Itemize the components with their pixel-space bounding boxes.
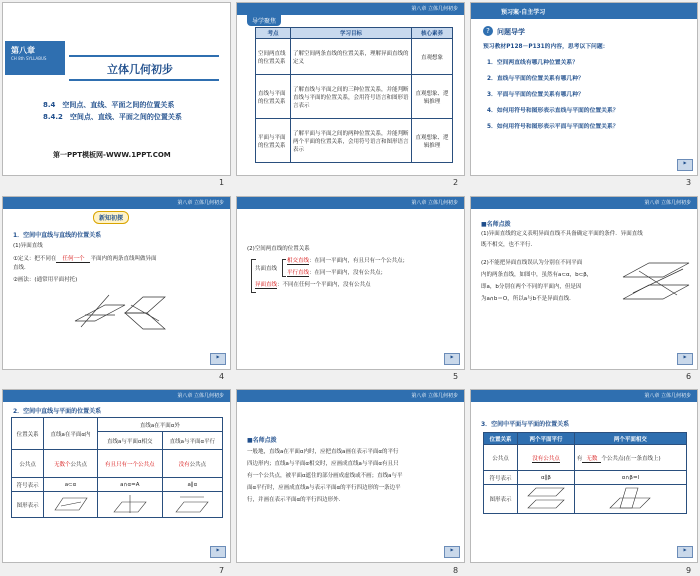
chapter-en: CH 8th SYLLABUS	[11, 56, 47, 61]
slide-header	[237, 390, 464, 402]
cell	[162, 450, 222, 478]
tip-line-3: 有一个公共点，被平面α遮住的部分画成虚线或不画；直线a与平	[247, 473, 403, 479]
tip-line-3: (2)不能把异面直线误认为分别在不同平面	[481, 260, 583, 266]
tip-line-2: 四边形内；直线a与平面α相交时，应画成直线a与平面α有且只	[247, 461, 399, 467]
skew-row	[255, 281, 371, 290]
cell: 直线a与平面α相交	[97, 432, 162, 450]
th-mubiao: 学习目标	[291, 28, 412, 39]
slide-6[interactable]	[470, 196, 698, 370]
chapter-label: 第八章	[11, 46, 35, 55]
section-badge: 新知初探	[93, 211, 129, 224]
nav-button[interactable]: ▶	[677, 546, 693, 558]
table-row	[256, 75, 453, 119]
parallel-answer: 平行直线	[287, 270, 310, 276]
cell: α∥β	[518, 471, 575, 485]
cell: 空间两直线的位置关系	[256, 39, 291, 75]
cell: 图形表示	[484, 485, 518, 514]
cell	[574, 445, 686, 471]
cell: 直线与平面的位置关系	[256, 75, 291, 119]
intersecting-row	[287, 257, 408, 266]
cell-prefix: 有	[576, 455, 583, 462]
tip-line-1: (1)异面直线的定义表明异面直线不具备确定平面的条件．异面直线	[481, 231, 643, 237]
slide-header	[237, 3, 464, 15]
brace-inner	[282, 259, 286, 277]
slide-3[interactable]	[470, 2, 698, 176]
cell	[518, 445, 575, 471]
section-badge: 预习案·自主学习	[501, 9, 546, 16]
parallel-planes-figure	[526, 486, 566, 510]
header-tab: 第八章 立体几何初步	[411, 200, 458, 206]
slide-1[interactable]	[2, 2, 231, 176]
cell-suffix: 个公共点(在一条直线上)	[601, 455, 661, 462]
cell	[574, 485, 686, 514]
cell: 了解平面与平面之间的两种位置关系，并能判断两个平面的位置关系，会用符号语言和图形语言表示	[291, 119, 412, 163]
slide-header	[471, 390, 697, 402]
slide-title: 立体几何初步	[107, 63, 173, 76]
tip-line-2: 既不相交，也不平行．	[481, 242, 537, 248]
planes-diagram	[619, 257, 693, 305]
slide-2[interactable]	[236, 2, 465, 176]
skew-def: ：不同在任何一个平面内，没有公共点	[277, 282, 371, 288]
th-suyang: 核心素养	[412, 28, 453, 39]
question-4: 4．如何用符号和图形表示直线与平面的位置关系？	[487, 108, 619, 114]
cell: α∩β=l	[574, 471, 686, 485]
header-tab: 第八章 立体几何初步	[177, 393, 224, 399]
nav-button[interactable]: ▶	[677, 353, 693, 365]
header-tab: 第八章 立体几何初步	[644, 393, 691, 399]
blank-answer: 无数	[582, 456, 601, 463]
slide-number-3: 3	[686, 178, 692, 187]
cell: 直观想象、逻辑推理	[412, 119, 453, 163]
table-row	[256, 39, 453, 75]
nav-button[interactable]: ▶	[210, 546, 226, 558]
slide-number-7: 7	[219, 566, 225, 575]
definition-line	[13, 255, 156, 264]
slide-header	[237, 197, 464, 209]
cell: 直线a在平面α内	[44, 418, 98, 450]
header-tab: 第八章 立体几何初步	[411, 6, 458, 12]
cell	[97, 492, 162, 518]
slide-number-4: 4	[219, 372, 225, 381]
th-kaodian: 考点	[256, 28, 291, 39]
cell: 了解空间两条直线的位置关系，理解异面直线的定义	[291, 39, 412, 75]
skew-lines-diagram	[65, 291, 175, 333]
cell: 公共点	[12, 450, 44, 478]
line-4: ②画法：(通常用平面衬托)	[13, 277, 78, 283]
plane-plane-table	[483, 432, 687, 514]
line-3: 直线．	[13, 265, 30, 271]
cell: 两个平面平行	[518, 433, 575, 445]
section-heading: 3．空间中平面与平面的位置关系	[481, 421, 570, 428]
cell	[162, 492, 222, 518]
cell: 直观想象、逻辑推理	[412, 75, 453, 119]
parallel-def: ：在同一平面内，没有公共点；	[309, 270, 387, 276]
subtitle-1: 8.4 空间点、直线、平面之间的位置关系	[43, 101, 175, 109]
line-in-plane-figure	[53, 496, 89, 512]
intro-text: 预习教材P128－P131的内容，思考以下问题：	[483, 44, 609, 50]
slide-header	[3, 197, 230, 209]
slide-number-8: 8	[453, 566, 459, 575]
tip-line-4: 内的两条直线，如图中，虽然有a⊂α，b⊂β，	[481, 272, 593, 278]
tip-heading: ■名师点拨	[247, 437, 277, 444]
chapter-ribbon	[5, 41, 65, 75]
slide-number-9: 9	[686, 566, 692, 575]
coplanar-label: 共面直线	[255, 266, 278, 272]
question-1: 1．空间两直线有哪几种位置关系？	[487, 60, 578, 66]
cell: 直线a在平面α外	[97, 418, 222, 432]
table-row	[256, 119, 453, 163]
nav-button[interactable]: ▶	[444, 546, 460, 558]
question-icon: ?	[483, 26, 493, 36]
blank-answer: 无数个	[53, 461, 71, 468]
cell: 图形表示	[12, 492, 44, 518]
slide-number-2: 2	[453, 178, 459, 187]
tip-line-6: 为a∩b＝O，所以a与b不是异面直线．	[481, 296, 575, 302]
cell: 位置关系	[484, 433, 518, 445]
cell: 符号表示	[484, 471, 518, 485]
cell: 直线a与平面α平行	[162, 432, 222, 450]
question-5: 5．如何用符号和图形表示平面与平面的位置关系？	[487, 124, 619, 130]
cell	[44, 450, 98, 478]
tip-line-4: 面α平行时，应画成直线a与表示平面α的平行四边形的一条边平	[247, 485, 401, 491]
cell: 直观想象	[412, 39, 453, 75]
question-3: 3．平面与平面的位置关系有哪几种？	[487, 92, 584, 98]
cell: 公共点	[484, 445, 518, 471]
nav-button[interactable]: ▶	[444, 353, 460, 365]
tip-line-5: 行，并画在表示平面α的平行四边形外．	[247, 497, 345, 503]
line-parallel-figure	[174, 494, 210, 514]
intersecting-answer: 相交直线	[287, 258, 310, 264]
slide-4[interactable]	[2, 196, 231, 370]
slide-7[interactable]	[2, 389, 231, 563]
cell	[97, 450, 162, 478]
def-c: 平面内的两条直线叫做异面	[90, 256, 157, 262]
blank-answer: 任何一个	[56, 256, 90, 263]
tip-heading: ■名师点拨	[481, 221, 511, 228]
blank-answer: 没有公共点	[532, 455, 560, 462]
cell: a∩α=A	[97, 478, 162, 492]
slide-number-1: 1	[219, 178, 225, 187]
subtitle-2: 8.4.2 空间点、直线、平面之间的位置关系	[43, 113, 182, 121]
nav-button[interactable]: ▶	[677, 159, 693, 171]
question-2: 2．直线与平面的位置关系有哪几种？	[487, 76, 584, 82]
blank-answer: 有且只有一个公共点	[105, 461, 155, 468]
objectives-table	[255, 27, 453, 163]
section-badge: 导学聚焦	[247, 15, 281, 26]
intersecting-planes-figure	[608, 486, 652, 510]
tip-line-5: 即a，b分别在两个不同的平面内，但是因	[481, 284, 582, 290]
cell	[44, 492, 98, 518]
cell: 两个平面相交	[574, 433, 686, 445]
slide-8[interactable]	[236, 389, 465, 563]
section-heading: 2．空间中直线与平面的位置关系	[13, 408, 102, 415]
cell	[518, 485, 575, 514]
def-a: ①定义：把不同在	[13, 256, 57, 262]
slide-9[interactable]	[470, 389, 698, 563]
cell: 平面与平面的位置关系	[256, 119, 291, 163]
section-heading: (2)空间两直线的位置关系	[247, 246, 310, 252]
line-intersect-figure	[112, 494, 148, 514]
cell: 符号表示	[12, 478, 44, 492]
section-heading: 1．空间中直线与直线的位置关系	[13, 232, 102, 239]
cell: 了解直线与平面之间的三种位置关系，并能判断直线与平面的位置关系，会用符号语言和图形语言表示	[291, 75, 412, 119]
line-plane-table	[11, 417, 223, 518]
cell-suffix: 公共点	[70, 461, 88, 468]
intersecting-def: ：在同一平面内，有且只有一个公共点；	[309, 258, 409, 264]
cell-suffix: 公共点	[189, 461, 207, 468]
blank-answer: 没有	[178, 461, 190, 468]
header-tab: 第八章 立体几何初步	[177, 200, 224, 206]
nav-button[interactable]: ▶	[210, 353, 226, 365]
skew-answer: 异面直线	[255, 282, 278, 288]
line-1: (1)异面直线	[13, 243, 43, 249]
header-tab: 第八章 立体几何初步	[411, 393, 458, 399]
tip-line-1: 一般地，直线a在平面α内时，应把直线a画在表示平面α的平行	[247, 449, 399, 455]
cell: a∥α	[162, 478, 222, 492]
cell: a⊂α	[44, 478, 98, 492]
slide-number-6: 6	[686, 372, 692, 381]
parallel-row	[287, 269, 386, 278]
slide-5[interactable]	[236, 196, 465, 370]
slide-header	[471, 197, 697, 209]
header-tab: 第八章 立体几何初步	[644, 200, 691, 206]
slide-header	[3, 390, 230, 402]
slide-number-5: 5	[453, 372, 459, 381]
cell: 位置关系	[12, 418, 44, 450]
footer-text: 第一PPT模板网-WWW.1PPT.COM	[53, 151, 171, 159]
section-subtitle: 问题导学	[497, 28, 525, 36]
